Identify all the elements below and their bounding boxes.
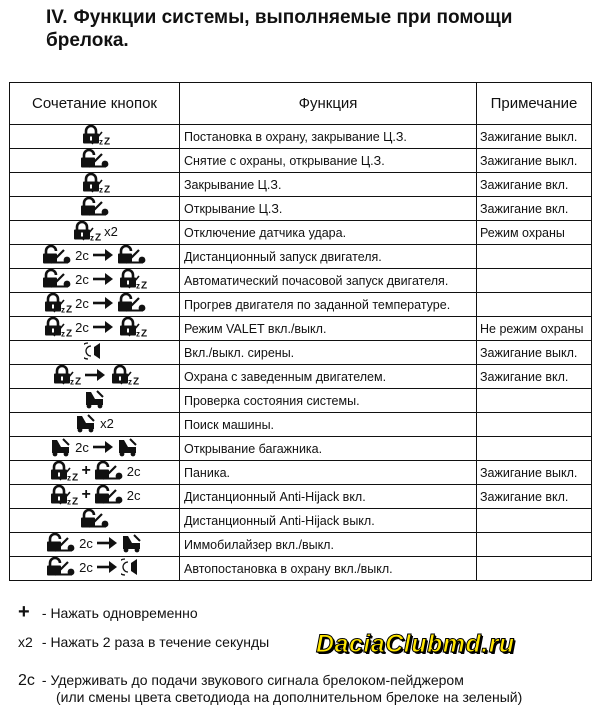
svg-text:Z: Z (74, 376, 81, 385)
arrow-icon (92, 272, 114, 286)
combo-modifier: 2с (79, 535, 93, 551)
svg-text:Z: Z (66, 304, 73, 313)
table-row (10, 389, 592, 413)
combo-cell (10, 413, 180, 437)
svg-text:z: z (61, 305, 66, 313)
combo-modifier: 2с (126, 463, 141, 479)
legend-symbol: 2с (18, 672, 35, 689)
function-cell: Снятие с охраны, открывание Ц.З. (180, 149, 477, 173)
unlock-icon (94, 461, 124, 481)
svg-text:z: z (135, 281, 140, 289)
table-row (10, 197, 592, 221)
horn-icon (121, 557, 143, 577)
unlock-icon (46, 557, 76, 577)
combo-cell (10, 461, 180, 485)
note-cell: Зажигание выкл. (477, 149, 592, 173)
combo-cell (10, 173, 180, 197)
svg-text:z: z (69, 377, 74, 385)
function-cell: Постановка в охрану, закрывание Ц.З. (180, 125, 477, 149)
function-cell: Охрана с заведенным двигателем. (180, 365, 477, 389)
page-title (46, 6, 586, 52)
lock-icon (109, 365, 139, 385)
table-row (10, 461, 592, 485)
section-number: IV. (46, 7, 68, 28)
section-title: Функции системы, выполняемые при помощи брелока. (46, 7, 513, 51)
combo-cell (10, 509, 180, 533)
svg-text:z: z (135, 329, 140, 337)
header-note: Примечание (477, 83, 592, 125)
arrow-icon (92, 320, 114, 334)
note-cell: Зажигание вкл. (477, 485, 592, 509)
svg-text:z: z (98, 185, 103, 193)
function-cell: Открывание Ц.З. (180, 197, 477, 221)
arrow-icon (92, 440, 114, 454)
combo-cell (10, 317, 180, 341)
table-row (10, 317, 592, 341)
svg-text:z: z (61, 329, 66, 337)
function-cell: Прогрев двигателя по заданной температуре. (180, 293, 477, 317)
function-cell: Закрывание Ц.З. (180, 173, 477, 197)
legend-text: - Удерживать до подачи звукового сигнала брелоком-пейджером (41, 672, 464, 688)
unlock-icon (80, 197, 110, 217)
legend-text-continued: (или смены цвета светодиода на дополнительном брелоке на зеленый) (56, 689, 523, 705)
lock-icon (80, 125, 110, 145)
car-icon (117, 437, 139, 457)
arrow-icon (84, 368, 106, 382)
combo-cell (10, 437, 180, 461)
note-cell: Зажигание выкл. (477, 461, 592, 485)
watermark-logo: DaciaClubmd.ru (316, 630, 515, 658)
function-cell: Иммобилайзер вкл./выкл. (180, 533, 477, 557)
note-cell: Зажигание вкл. (477, 197, 592, 221)
unlock-icon (117, 245, 147, 265)
function-cell: Режим VALET вкл./выкл. (180, 317, 477, 341)
unlock-icon (46, 533, 76, 553)
table-row (10, 365, 592, 389)
legend-item-double (18, 634, 269, 651)
function-cell: Автопостановка в охрану вкл./выкл. (180, 557, 477, 581)
note-cell: Зажигание вкл. (477, 365, 592, 389)
legend-symbol: + (18, 601, 30, 623)
header-combo: Сочетание кнопок (10, 83, 180, 125)
svg-text:Z: Z (140, 280, 147, 289)
lock-icon (48, 485, 78, 505)
lock-icon (71, 221, 101, 241)
table-row (10, 269, 592, 293)
combo-modifier: 2с (79, 559, 93, 575)
table-row (10, 485, 592, 509)
note-cell (477, 557, 592, 581)
note-cell (477, 245, 592, 269)
table-row (10, 173, 592, 197)
svg-text:Z: Z (103, 136, 110, 145)
legend-item-hold (18, 672, 522, 706)
combo-cell (10, 293, 180, 317)
table-row (10, 557, 592, 581)
function-cell: Открывание багажника. (180, 437, 477, 461)
table-row (10, 221, 592, 245)
lock-icon (117, 269, 147, 289)
legend-text: - Нажать 2 раза в течение секунды (41, 634, 270, 650)
combo-cell (10, 389, 180, 413)
combo-cell (10, 341, 180, 365)
arrow-icon (96, 536, 118, 550)
table-row (10, 149, 592, 173)
legend-item-simultaneous (18, 601, 198, 623)
combo-cell (10, 125, 180, 149)
combo-cell (10, 221, 180, 245)
combo-modifier: 2с (75, 439, 89, 455)
combo-modifier: + (81, 486, 91, 503)
function-cell: Дистанционный запуск двигателя. (180, 245, 477, 269)
car-icon (75, 413, 97, 433)
svg-text:z: z (67, 473, 72, 481)
legend-text: - Нажать одновременно (41, 605, 198, 621)
note-cell: Зажигание выкл. (477, 125, 592, 149)
table-row (10, 125, 592, 149)
table-row (10, 437, 592, 461)
combo-cell (10, 533, 180, 557)
combo-cell (10, 485, 180, 509)
table-row (10, 245, 592, 269)
combo-modifier: 2с (126, 487, 141, 503)
unlock-icon (80, 149, 110, 169)
note-cell: Зажигание выкл. (477, 341, 592, 365)
svg-text:z: z (127, 377, 132, 385)
function-cell: Вкл./выкл. сирены. (180, 341, 477, 365)
svg-text:z: z (90, 233, 95, 241)
table-header-row (10, 83, 592, 125)
svg-text:Z: Z (103, 184, 110, 193)
lock-icon (117, 317, 147, 337)
table-row (10, 509, 592, 533)
function-cell: Проверка состояния системы. (180, 389, 477, 413)
table-row (10, 413, 592, 437)
table-row (10, 533, 592, 557)
note-cell (477, 293, 592, 317)
function-cell: Поиск машины. (180, 413, 477, 437)
functions-table (9, 82, 592, 581)
combo-modifier: x2 (104, 223, 118, 239)
horn-icon (84, 341, 106, 361)
combo-modifier: 2с (75, 271, 89, 287)
arrow-icon (92, 248, 114, 262)
combo-cell (10, 149, 180, 173)
function-cell: Автоматический почасовой запуск двигателя. (180, 269, 477, 293)
function-cell: Отключение датчика удара. (180, 221, 477, 245)
car-icon (50, 437, 72, 457)
arrow-icon (96, 560, 118, 574)
combo-modifier: x2 (100, 415, 114, 431)
note-cell: Зажигание вкл. (477, 173, 592, 197)
combo-cell (10, 557, 180, 581)
lock-icon (51, 365, 81, 385)
svg-text:Z: Z (132, 376, 139, 385)
note-cell (477, 437, 592, 461)
note-cell (477, 533, 592, 557)
lock-icon (42, 317, 72, 337)
note-cell: Не режим охраны (477, 317, 592, 341)
lock-icon (42, 293, 72, 313)
header-function: Функция (180, 83, 477, 125)
svg-text:Z: Z (72, 496, 79, 505)
combo-cell (10, 197, 180, 221)
svg-text:Z: Z (72, 472, 79, 481)
svg-text:Z: Z (95, 232, 102, 241)
combo-modifier: 2с (75, 247, 89, 263)
combo-cell (10, 245, 180, 269)
note-cell (477, 269, 592, 293)
legend-symbol: x2 (18, 634, 33, 650)
function-cell: Дистанционный Anti-Hijack вкл. (180, 485, 477, 509)
note-cell (477, 509, 592, 533)
car-icon (121, 533, 143, 553)
svg-text:z: z (98, 137, 103, 145)
lock-icon (80, 173, 110, 193)
combo-cell (10, 365, 180, 389)
note-cell (477, 389, 592, 413)
unlock-icon (94, 485, 124, 505)
lock-icon (48, 461, 78, 481)
svg-text:Z: Z (66, 328, 73, 337)
unlock-icon (42, 245, 72, 265)
combo-modifier: + (81, 462, 91, 479)
combo-cell (10, 269, 180, 293)
function-cell: Дистанционный Anti-Hijack выкл. (180, 509, 477, 533)
arrow-icon (92, 296, 114, 310)
combo-modifier: 2с (75, 295, 89, 311)
function-cell: Паника. (180, 461, 477, 485)
svg-text:Z: Z (140, 328, 147, 337)
car-icon (84, 389, 106, 409)
note-cell (477, 413, 592, 437)
combo-modifier: 2с (75, 319, 89, 335)
table-row (10, 341, 592, 365)
svg-text:z: z (67, 497, 72, 505)
unlock-icon (117, 293, 147, 313)
note-cell: Режим охраны (477, 221, 592, 245)
unlock-icon (80, 509, 110, 529)
table-row (10, 293, 592, 317)
unlock-icon (42, 269, 72, 289)
